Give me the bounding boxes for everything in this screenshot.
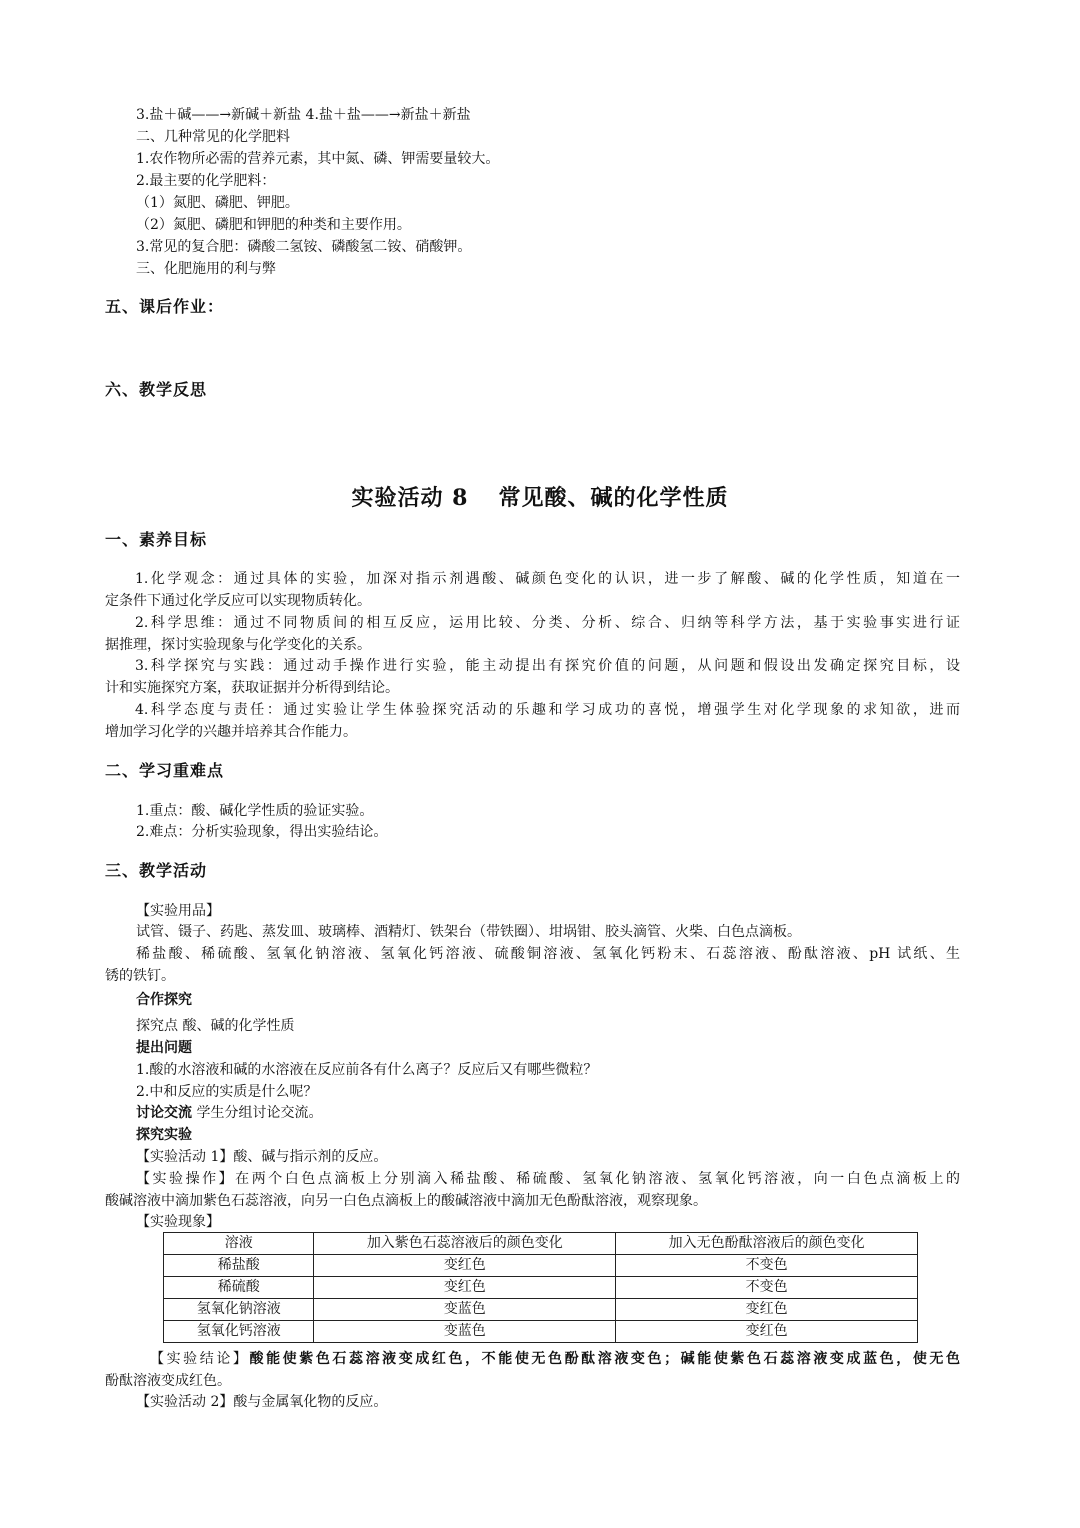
table-header-cell: 加入无色酚酞溶液后的颜色变化	[616, 1233, 918, 1255]
table-cell: 变红色	[314, 1277, 616, 1299]
experiment-activity-1: 【实验活动 1】酸、碱与指示剂的反应。	[136, 1149, 388, 1165]
key-points-heading: 二、学习重难点	[105, 761, 225, 780]
table-row	[164, 1299, 918, 1321]
question-1: 1.酸的水溶液和碱的水溶液在反应前各有什么离子？反应后又有哪些微粒？	[136, 1062, 598, 1078]
key-point-2: 2.难点：分析实验现象，得出实验结论。	[136, 824, 388, 840]
goal-2-line-2: 据推理，探讨实验现象与化学变化的关系。	[105, 637, 371, 653]
reaction-rules-line: 3.盐＋碱——→新碱＋新盐 4.盐＋盐——→新盐＋新盐	[136, 107, 471, 123]
table-row	[164, 1255, 918, 1277]
goal-1-line-1: 1.化学观念：通过具体的实验，加深对指示剂遇酸、碱颜色变化的认识，进一步了解酸、碱的化学性质，知道在一	[135, 571, 960, 587]
goal-4-line-1: 4.科学态度与责任：通过实验让学生体验探究活动的乐趣和学习成功的喜悦，增强学生对化学现象的求知欲，进而	[135, 702, 960, 718]
page-title	[0, 484, 1080, 512]
reflection-heading: 六、教学反思	[105, 380, 208, 399]
supplies-equipment: 试管、镊子、药匙、蒸发皿、玻璃棒、酒精灯、铁架台（带铁圈）、坩埚钳、胶头滴管、火柴、白色点滴板。	[136, 924, 801, 940]
conclusion-text: 酸能使紫色石蕊溶液变成红色，不能使无色酚酞溶液变色；碱能使紫色石蕊溶液变成蓝色，使无色	[249, 1351, 960, 1367]
table-row	[164, 1277, 918, 1299]
goals-heading: 一、素养目标	[105, 530, 208, 549]
supplies-reagents-line-1: 稀盐酸、稀硫酸、氢氧化钠溶液、氢氧化钙溶液、硫酸铜溶液、氢氧化钙粉末、石蕊溶液、酚酞溶液、pH 试纸、生	[136, 946, 960, 962]
goal-3-line-2: 计和实施探究方案，获取证据并分析得到结论。	[105, 680, 399, 696]
table-cell: 不变色	[616, 1255, 918, 1277]
discussion-text: 学生分组讨论交流。	[192, 1105, 323, 1121]
discussion-label: 讨论交流	[136, 1105, 192, 1121]
fertilizer-point-2-1: （1）氮肥、磷肥、钾肥。	[136, 195, 299, 211]
table-header-cell: 加入紫色石蕊溶液后的颜色变化	[314, 1233, 616, 1255]
goal-1-line-2: 定条件下通过化学反应可以实现物质转化。	[105, 593, 371, 609]
fertilizer-point-1: 1.农作物所必需的营养元素，其中氮、磷、钾需要量较大。	[136, 151, 500, 167]
experiment-conclusion-line-1	[150, 1350, 960, 1368]
question-2: 2.中和反应的实质是什么呢？	[136, 1084, 318, 1100]
table-cell: 稀硫酸	[164, 1277, 314, 1299]
fertilizer-point-2-2: （2）氮肥、磷肥和钾肥的种类和主要作用。	[136, 217, 411, 233]
table-cell: 变蓝色	[314, 1321, 616, 1343]
cooperative-inquiry-label: 合作探究	[136, 992, 192, 1008]
experiment-phenomenon-label: 【实验现象】	[136, 1214, 220, 1230]
goal-3-line-1: 3.科学探究与实践：通过动手操作进行实验，能主动提出有探究价值的问题，从问题和假设出发确定探究目标，设	[135, 658, 960, 674]
homework-heading: 五、课后作业：	[105, 297, 225, 316]
supplies-reagents-line-2: 锈的铁钉。	[105, 968, 175, 984]
table-cell: 变蓝色	[314, 1299, 616, 1321]
goal-2-line-1: 2.科学思维：通过不同物质间的相互反应，运用比较、分类、分析、综合、归纳等科学方法，基于实验事实进行证	[135, 615, 960, 631]
table-cell: 稀盐酸	[164, 1255, 314, 1277]
table-cell: 氢氧化钠溶液	[164, 1299, 314, 1321]
fertilizer-point-2: 2.最主要的化学肥料：	[136, 173, 276, 189]
table-cell: 变红色	[314, 1255, 616, 1277]
title-topic: 常见酸、碱的化学性质	[498, 485, 729, 511]
fertilizer-pros-cons-heading: 三、化肥施用的利与弊	[136, 261, 276, 277]
conclusion-label: 【实验结论】	[150, 1351, 250, 1367]
table-cell: 不变色	[616, 1277, 918, 1299]
table-cell: 氢氧化钙溶液	[164, 1321, 314, 1343]
raise-question-label: 提出问题	[136, 1040, 192, 1056]
inquiry-point: 探究点 酸、碱的化学性质	[136, 1018, 295, 1034]
indicator-results-table	[163, 1232, 918, 1343]
table-header-cell: 溶液	[164, 1233, 314, 1255]
table-cell: 变红色	[616, 1299, 918, 1321]
experiment-activity-2: 【实验活动 2】酸与金属氧化物的反应。	[136, 1394, 388, 1410]
discussion-line	[136, 1104, 322, 1122]
table-row	[164, 1321, 918, 1343]
teaching-activity-heading: 三、教学活动	[105, 861, 208, 880]
experiment-conclusion-line-2: 酚酞溶液变成红色。	[105, 1373, 231, 1389]
table-header-row	[164, 1233, 918, 1255]
table-cell: 变红色	[616, 1321, 918, 1343]
fertilizer-heading: 二、几种常见的化学肥料	[136, 129, 290, 145]
title-activity-number: 实验活动 8	[351, 485, 469, 511]
inquiry-experiment-label: 探究实验	[136, 1127, 192, 1143]
key-point-1: 1.重点：酸、碱化学性质的验证实验。	[136, 803, 374, 819]
fertilizer-point-3: 3.常见的复合肥：磷酸二氢铵、磷酸氢二铵、硝酸钾。	[136, 239, 472, 255]
experiment-operation-line-1: 【实验操作】在两个白色点滴板上分别滴入稀盐酸、稀硫酸、氢氧化钠溶液、氢氧化钙溶液，向一白色点滴板上的	[136, 1171, 960, 1187]
supplies-label: 【实验用品】	[136, 903, 220, 919]
experiment-operation-line-2: 酸碱溶液中滴加紫色石蕊溶液，向另一白色点滴板上的酸碱溶液中滴加无色酚酞溶液，观察现象。	[105, 1193, 707, 1209]
goal-4-line-2: 增加学习化学的兴趣并培养其合作能力。	[105, 724, 357, 740]
